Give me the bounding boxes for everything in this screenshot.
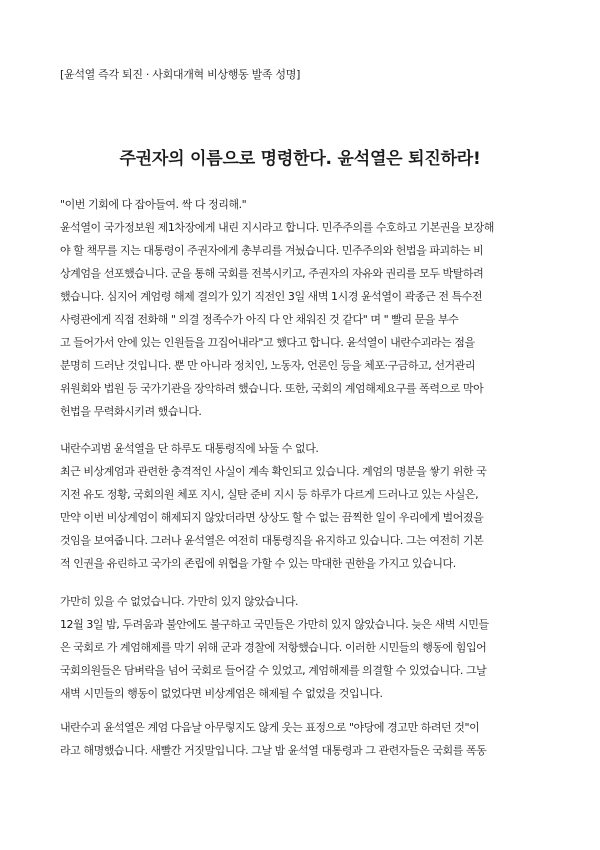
paragraph-line: 것임을 보여줍니다. 그러나 윤석열은 여전히 대통령직을 유지하고 있습니다. 그는 여전히 기본 [60,534,484,547]
paragraph-line: 내란수괴 윤석열은 계엄 다음날 아무렇지도 않게 웃는 표정으로 "야당에 경고만 하려던 것"이 [60,721,480,734]
paragraph-line: 적 인권을 유린하고 국가의 존립에 위협을 가할 수 있는 막대한 권한을 가지고 있습니다. [60,557,456,570]
paragraph-line: 윤석열이 국가정보원 제1차장에게 내린 지시라고 합니다. 민주주의를 수호하고 기본권을 보장해 [60,221,494,234]
paragraph-heading-line: 가만히 있을 수 없었습니다. 가만히 있지 않았습니다. [60,595,299,608]
paragraph-line: 새벽 시민들의 행동이 없었다면 비상계엄은 해제될 수 없었을 것입니다. [60,687,383,700]
paragraph-line: 국회의원들은 담벼락을 넘어 국회로 들어갈 수 있었고, 계엄해제를 의결할 수 있었습니다. 그날 [60,664,487,677]
paragraph-line: 했습니다. 심지어 계엄령 해제 결의가 있기 직전인 3일 새벽 1시경 윤석열이 곽종근 전 특수전 [60,290,483,303]
paragraph-heading-line: 내란수괴범 윤석열을 단 하루도 대통령직에 놔둘 수 없다. [60,442,319,455]
paragraph-line: 위원회와 법원 등 국가기관을 장악하려 했습니다. 또한, 국회의 계엄해제요구를 폭력으로 막아 [60,382,484,395]
paragraph-line: 고 들어가서 안에 있는 인원들을 끄집어내라"고 했다고 합니다. 윤석열이 내란수괴라는 점을 [60,336,475,349]
paragraph-line: 야 할 책무를 지는 대통령이 주권자에게 총부리를 겨눴습니다. 민주주의와 헌법을 파괴하는 비 [60,244,484,257]
paragraph-3 [60,590,546,705]
opening-quote: "이번 기회에 다 잡아들여. 싹 다 정리해." [60,198,247,211]
statement-title: 주권자의 이름으로 명령한다. 윤석열은 퇴진하라! [119,149,481,169]
paragraph-line: 12월 3일 밤, 두려움과 불안에도 불구하고 국민들은 가만히 있지 않았습니다. 늦은 새벽 시민들 [60,618,489,631]
paragraph-line: 최근 비상계엄과 관련한 충격적인 사실이 계속 확인되고 있습니다. 계엄의 명분을 쌓기 위한 국 [60,465,487,478]
paragraph-line: 만약 이번 비상계엄이 해제되지 않았더라면 상상도 할 수 없는 끔찍한 일이 우리에게 벌어졌을 [60,511,484,524]
paragraph-line: 지전 유도 정황, 국회의원 체포 지시, 실탄 준비 지시 등 하루가 다르게 드러나고 있는 사실은, [60,488,479,501]
paragraph-2 [60,437,546,575]
paragraph-line: 헌법을 무력화시키려 했습니다. [60,405,202,418]
paragraph-line: 라고 해명했습니다. 새빨간 거짓말입니다. 그날 밤 윤석열 대통령과 그 관련자들은 국회를 폭동 [60,744,487,757]
statement-header-note: [윤석열 즉각 퇴진 · 사회대개혁 비상행동 발족 성명] [60,68,301,81]
paragraph-line: 은 국회로 가 계엄해제를 막기 위해 군과 경찰에 저항했습니다. 이러한 시민들의 행동에 힘입어 [60,641,487,654]
paragraph-line: 사령관에게 직접 전화해 " 의결 정족수가 아직 다 안 채워진 것 같다" 며 " 빨리 문을 부수 [60,313,459,326]
paragraph-line: 상계엄을 선포했습니다. 군을 통해 국회를 전복시키고, 주권자의 자유와 권리를 모두 박탈하려 [60,267,484,280]
paragraph-4 [60,716,546,762]
paragraph-1 [60,216,546,423]
paragraph-line: 분명히 드러난 것입니다. 뿐 만 아니라 정치인, 노동자, 언론인 등을 체포·구금하고, 선거관리 [60,359,476,372]
